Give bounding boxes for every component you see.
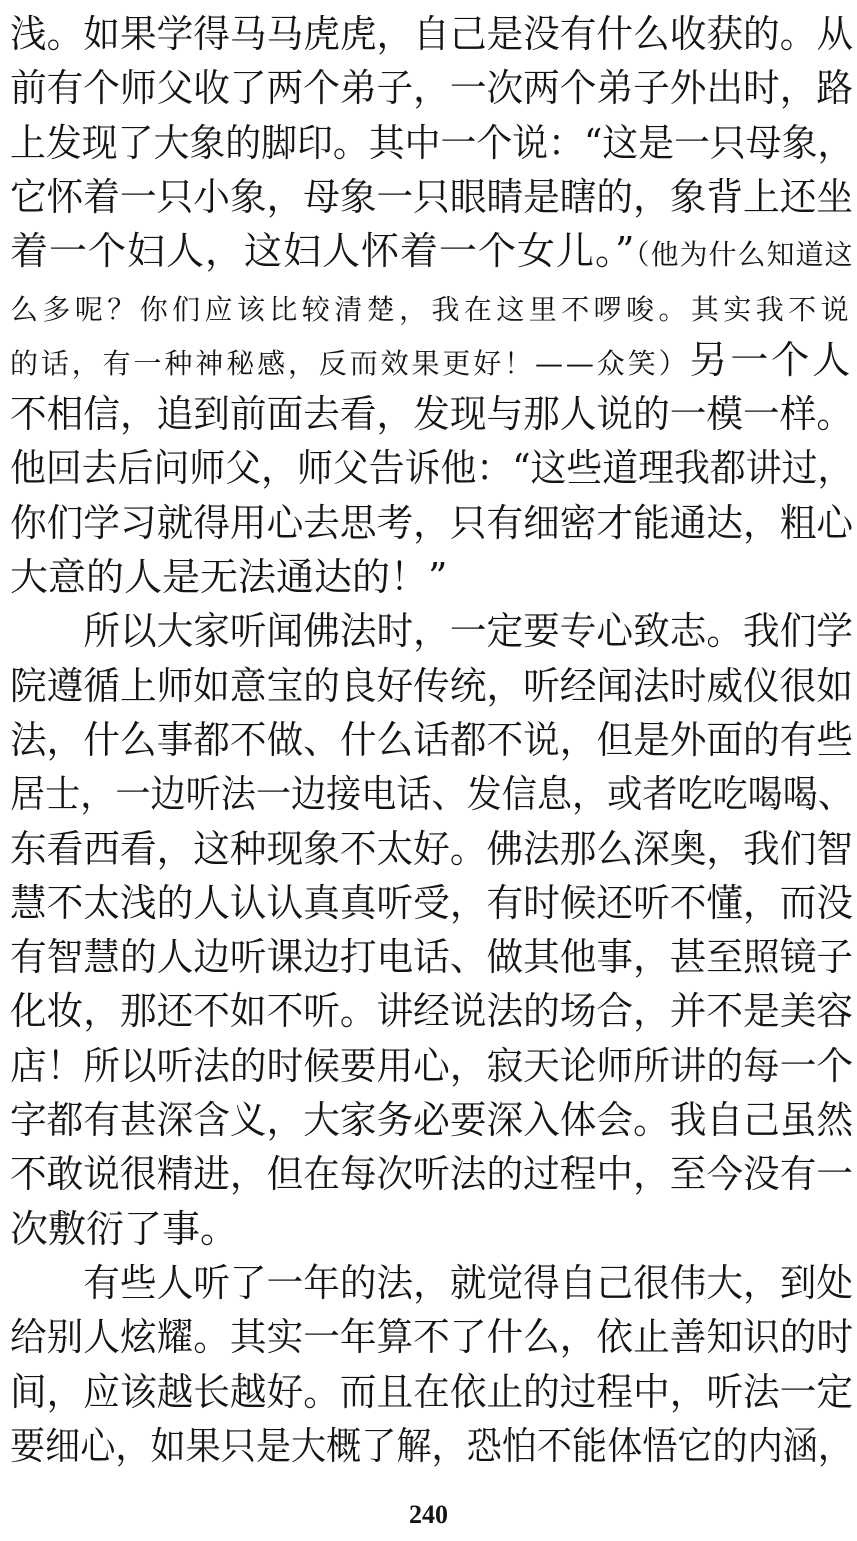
body-text: 法，什么事都不做、什么话都不说，但是外面的有些	[10, 717, 854, 762]
body-text: 间，应该越长越好。而且在依止的过程中，听法一定	[10, 1369, 854, 1414]
text-line	[10, 500, 854, 545]
text-line	[10, 935, 854, 980]
aside-text: （他为什么知道这	[635, 238, 854, 272]
text-line	[10, 772, 854, 817]
body-text: 大意的人是无法通达的！”	[10, 555, 448, 599]
aside-text: 的话，有一种神秘感，反而效果更好！——众笑）	[10, 346, 690, 380]
text-line	[10, 66, 854, 111]
body-text: 不相信，追到前面去看，发现与那人说的一模一样。	[10, 392, 854, 437]
body-text: 化妆，那还不如不听。讲经说法的场合，并不是美容	[10, 989, 854, 1034]
text-line	[10, 1315, 854, 1360]
text-line	[10, 1100, 853, 1140]
text-line	[10, 229, 854, 274]
body-text: 东看西看，这种现象不太好。佛法那么深奥，我们智	[10, 826, 854, 871]
text-line	[10, 446, 854, 491]
body-text: 浅。如果学得马马虎虎，自己是没有什么收获的。从	[10, 12, 854, 56]
text-line	[10, 609, 854, 654]
text-line	[10, 557, 447, 597]
text-line	[10, 663, 854, 708]
text-line	[10, 1423, 854, 1468]
text-line	[10, 337, 854, 382]
body-text: 不敢说很精进，但在每次听法的过程中，至今没有一	[10, 1152, 854, 1197]
body-text: 着一个妇人，这妇人怀着一个女儿。”	[10, 229, 636, 274]
body-text: 它怀着一只小象，母象一只眼睛是瞎的，象背上还坐	[10, 174, 854, 219]
body-text: 前有个师父收了两个弟子，一次两个弟子外出时，路	[10, 66, 854, 111]
text-line	[10, 880, 854, 925]
text-line	[10, 392, 854, 437]
page-number: 240	[409, 1500, 448, 1529]
text-line	[10, 286, 853, 326]
text-line	[10, 1260, 854, 1305]
body-text: 给别人炫耀。其实一年算不了什么，依止善知识的时	[10, 1315, 854, 1360]
body-text: 所以大家听闻佛法时，一定要专心致志。我们学	[10, 609, 854, 654]
body-text: 有智慧的人边听课边打电话、做其他事，甚至照镜子	[10, 935, 854, 980]
text-line	[10, 826, 854, 871]
body-text: 另一个人	[689, 337, 854, 382]
body-text: 有些人听了一年的法，就觉得自己很伟大，到处	[10, 1260, 854, 1305]
body-text: 要细心，如果只是大概了解，恐怕不能体悟它的内涵，	[10, 1423, 854, 1468]
body-text: 慧不太浅的人认认真真听受，有时候还听不懂，而没	[10, 880, 854, 925]
text-line	[10, 120, 854, 165]
body-text: 次敷衍了事。	[10, 1206, 239, 1251]
text-line	[10, 1206, 239, 1251]
text-line	[10, 1152, 854, 1197]
body-text: 店！所以听法的时候要用心，寂天论师所讲的每一个	[10, 1043, 854, 1088]
text-line	[10, 989, 854, 1034]
body-text: 居士，一边听法一边接电话、发信息，或者吃吃喝喝、	[10, 772, 854, 817]
text-line	[10, 174, 854, 219]
body-text: 院遵循上师如意宝的良好传统，听经闻法时威仪很如	[10, 663, 854, 708]
aside-text: 么多呢？你们应该比较清楚，我在这里不啰唆。其实我不说	[10, 292, 854, 326]
body-text: 他回去后问师父，师父告诉他：“这些道理我都讲过，	[10, 446, 854, 491]
body-text: 字都有甚深含义，大家务必要深入体会。我自己虽然	[10, 1098, 854, 1142]
text-line	[10, 1043, 854, 1088]
text-line	[10, 14, 853, 54]
text-line	[10, 1369, 854, 1414]
body-text: 上发现了大象的脚印。其中一个说：“这是一只母象，	[10, 120, 854, 165]
body-text: 你们学习就得用心去思考，只有细密才能通达，粗心	[10, 500, 854, 545]
text-line	[10, 717, 854, 762]
